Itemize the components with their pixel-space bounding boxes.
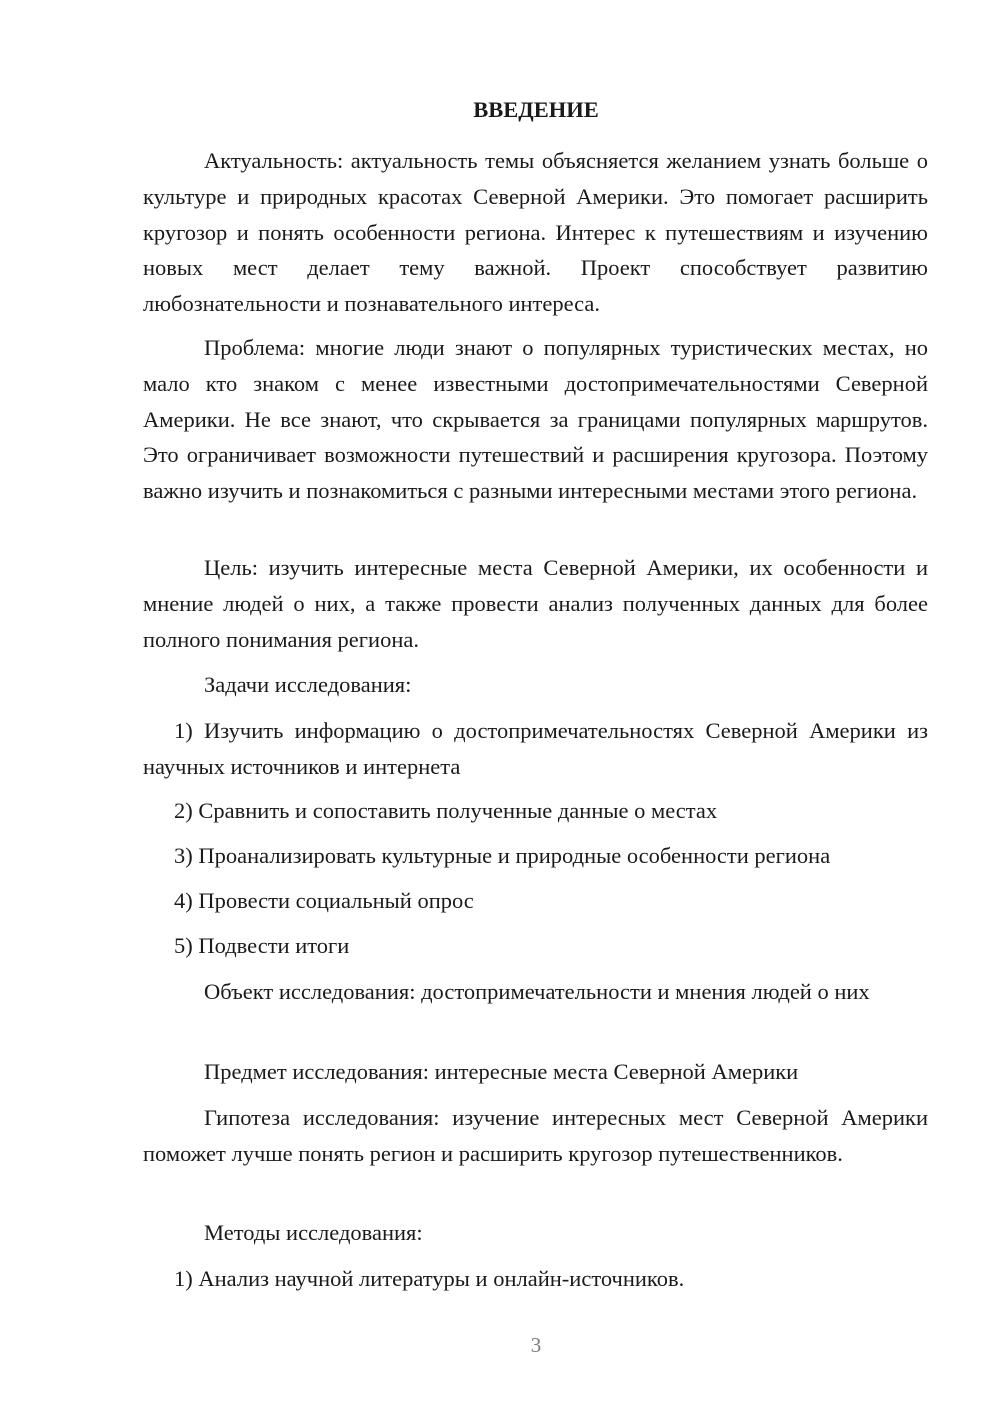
task-item-5: 5) Подвести итоги <box>174 933 350 958</box>
task-item-3: 3) Проанализировать культурные и природные особенности региона <box>174 843 831 868</box>
paragraph-problem: Проблема: многие люди знают о популярных туристических местах, но мало кто знаком с менее известными достопримечательностями Северной Америки. Не все знают, что скрывается за границами популярных маршрутов. Это ограничивает возможности путешествий и расширения кругозора. Поэтому важно изучить и познакомиться с разными интересными местами этого региона. <box>143 335 928 504</box>
paragraph-relevance: Актуальность: актуальность темы объясняется желанием узнать больше о культуре и природных красотах Северной Америки. Это помогает расширить кругозор и понять особенности региона. Интерес к путешествиям и изучению новых мест делает тему важной. Проект способствует развитию любознательности и познавательного интереса. <box>143 148 928 317</box>
paragraph-object: Объект исследования: достопримечательности и мнения людей о них <box>204 979 870 1004</box>
section-title: ВВЕДЕНИЕ <box>473 97 599 122</box>
paragraph-subject: Предмет исследования: интересные места Северной Америки <box>204 1059 799 1084</box>
paragraph-hypothesis: Гипотеза исследования: изучение интересных мест Северной Америки поможет лучше понять регион и расширить кругозор путешественников. <box>143 1105 928 1166</box>
paragraph-goal: Цель: изучить интересные места Северной Америки, их особенности и мнение людей о них, а также провести анализ полученных данных для более полного понимания региона. <box>143 555 928 652</box>
methods-heading: Методы исследования: <box>204 1220 423 1245</box>
tasks-heading: Задачи исследования: <box>204 672 412 697</box>
page-number: 3 <box>530 1333 542 1357</box>
task-item-2: 2) Сравнить и сопоставить полученные данные о местах <box>174 798 718 823</box>
task-item-4: 4) Провести социальный опрос <box>174 888 474 913</box>
method-item-1: 1) Анализ научной литературы и онлайн-источников. <box>174 1266 685 1291</box>
task-item-1: 1) Изучить информацию о достопримечательностях Северной Америки из научных источников и интернета <box>143 718 928 779</box>
